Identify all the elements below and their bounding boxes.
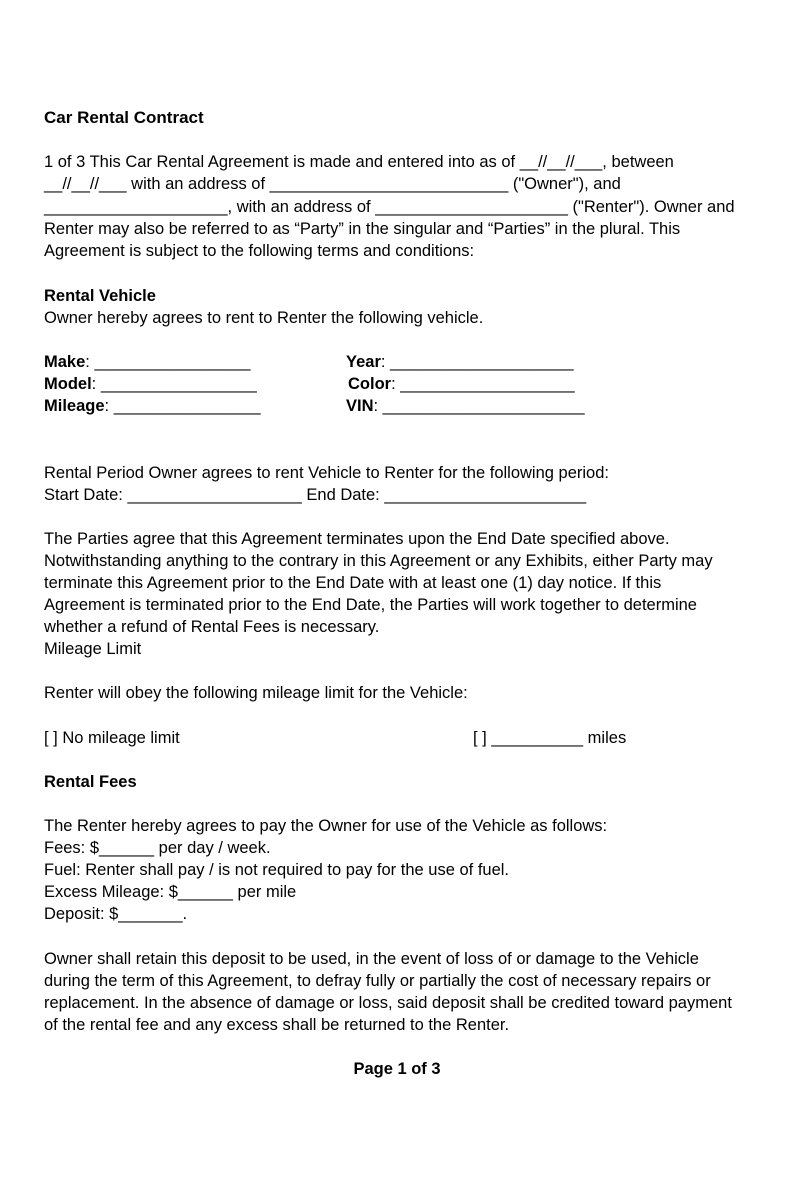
make-label: Make [44, 353, 86, 371]
intro-line: __//__//___ with an address of __________________________ ("Owner"), and [44, 175, 621, 193]
fees-line: Deposit: $_______. [44, 905, 188, 923]
fees-line: Fuel: Renter shall pay / is not required to pay for the use of fuel. [44, 861, 510, 879]
color-value: : ___________________ [391, 375, 575, 393]
rental-vehicle-description: Owner hereby agrees to rent to Renter the following vehicle. [44, 309, 484, 327]
termination-line: terminate this Agreement prior to the End Date with at least one (1) day notice. If this [44, 574, 662, 592]
mileage-label: Mileage [44, 397, 105, 415]
mileage-value: : ________________ [104, 397, 261, 415]
no-mileage-limit-option: [ ] No mileage limit [44, 729, 180, 747]
vin-label: VIN [346, 397, 374, 415]
make-field [44, 351, 250, 373]
vin-value: : ______________________ [373, 397, 585, 415]
deposit-line: during the term of this Agreement, to defray fully or partially the cost of necessary repairs or [44, 972, 711, 990]
rental-vehicle-heading: Rental Vehicle [44, 287, 156, 305]
page-number: Page 1 of 3 [353, 1060, 441, 1078]
termination-line: Notwithstanding anything to the contrary in this Agreement or any Exhibits, either Party may [44, 552, 713, 570]
year-field [346, 351, 574, 373]
intro-line: Renter may also be referred to as “Party” in the singular and “Parties” in the plural. This [44, 220, 681, 238]
rental-period-line: Rental Period Owner agrees to rent Vehicle to Renter for the following period: [44, 464, 609, 482]
rental-fees-heading: Rental Fees [44, 773, 137, 791]
fees-line: Fees: $______ per day / week. [44, 839, 271, 857]
mileage-intro: Renter will obey the following mileage limit for the Vehicle: [44, 684, 468, 702]
model-value: : _________________ [91, 375, 257, 393]
year-label: Year [346, 353, 381, 371]
intro-line: Agreement is subject to the following terms and conditions: [44, 242, 475, 260]
color-field [348, 373, 575, 395]
mileage-limit-label: Mileage Limit [44, 640, 142, 658]
year-value: : ____________________ [380, 353, 574, 371]
fees-line: The Renter hereby agrees to pay the Owner for use of the Vehicle as follows: [44, 817, 608, 835]
vin-field [346, 395, 585, 417]
termination-line: whether a refund of Rental Fees is necessary. [44, 618, 380, 636]
color-label: Color [348, 375, 392, 393]
make-value: : _________________ [85, 353, 251, 371]
fees-line: Excess Mileage: $______ per mile [44, 883, 297, 901]
mileage-field [44, 395, 261, 417]
model-label: Model [44, 375, 92, 393]
intro-line: ____________________, with an address of _____________________ ("Renter"). Owner and [44, 198, 735, 216]
intro-line: 1 of 3 This Car Rental Agreement is made and entered into as of __//__//___, between [44, 153, 674, 171]
deposit-line: of the rental fee and any excess shall be returned to the Renter. [44, 1016, 510, 1034]
miles-limit-option: [ ] __________ miles [473, 729, 627, 747]
rental-period-dates: Start Date: ___________________ End Date: ______________________ [44, 486, 587, 504]
model-field [44, 373, 257, 395]
document-title: Car Rental Contract [44, 108, 204, 127]
termination-line: Agreement is terminated prior to the End Date, the Parties will work together to determine [44, 596, 697, 614]
termination-line: The Parties agree that this Agreement terminates upon the End Date specified above. [44, 530, 670, 548]
deposit-line: Owner shall retain this deposit to be used, in the event of loss of or damage to the Vehicle [44, 950, 699, 968]
deposit-line: replacement. In the absence of damage or loss, said deposit shall be credited toward payment [44, 994, 732, 1012]
